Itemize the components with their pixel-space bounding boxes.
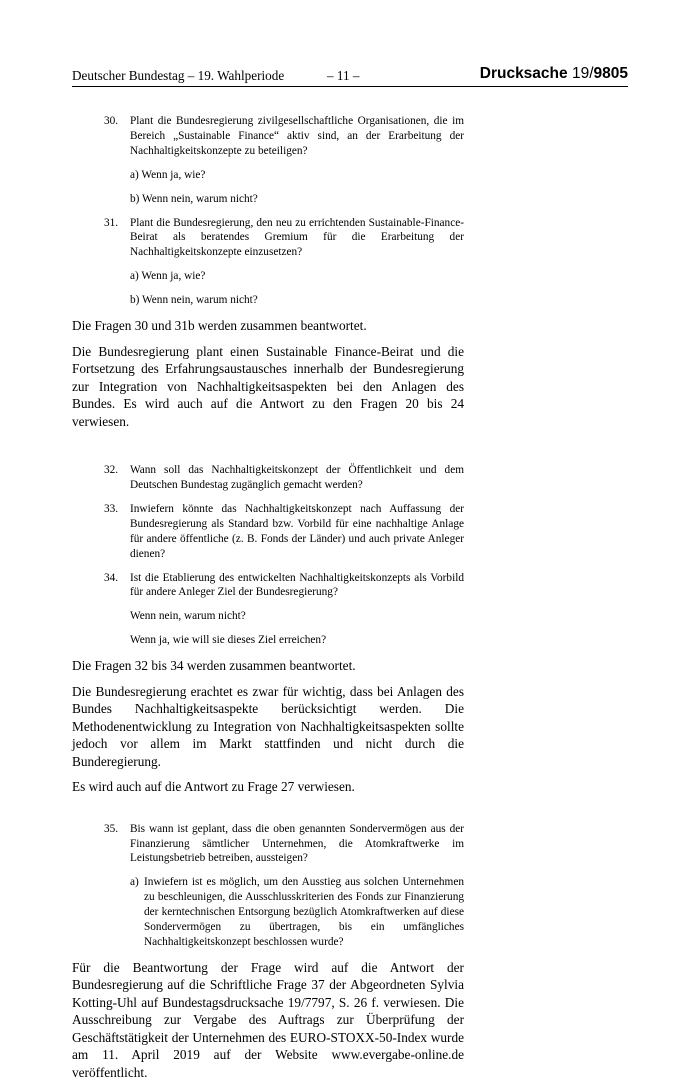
question-34-b: Wenn ja, wie will sie dieses Ziel erreichen? xyxy=(130,634,327,647)
page-header xyxy=(72,65,628,87)
question-number: 32. xyxy=(104,464,119,477)
question-35-a xyxy=(72,875,464,950)
header-page-number: – 11 – xyxy=(327,68,360,83)
header-doc-number: 9805 xyxy=(593,65,628,82)
question-number: 35. xyxy=(104,822,119,835)
question-30-a: a) Wenn ja, wie? xyxy=(130,168,206,181)
answer-paragraph: Die Fragen 32 bis 34 werden zusammen beantwortet. xyxy=(72,658,356,674)
question-text: Plant die Bundesregierung zivilgesellschaftliche Organisationen, die im Bereich „Sustainable Finance“ aktiv sind, an der Erarbeitung der Nachhaltigkeitskonzepte zu beteiligen? xyxy=(130,115,464,157)
question-text: Bis wann ist geplant, dass die oben genannten Sondervermögen aus der Finanzierung sämtlicher Unternehmen, die Atomkraftwerke im Leistungsbetrieb betreiben, aussteigen? xyxy=(130,822,464,865)
answer-paragraph: Es wird auch auf die Antwort zu Frage 27 verwiesen. xyxy=(72,779,355,795)
question-number: 33. xyxy=(104,502,119,515)
question-35 xyxy=(72,822,464,867)
question-31-a: a) Wenn ja, wie? xyxy=(130,270,206,283)
question-number: 34. xyxy=(104,571,119,584)
question-32 xyxy=(72,463,464,493)
question-30 xyxy=(72,114,464,159)
question-30-b: b) Wenn nein, warum nicht? xyxy=(130,192,258,205)
question-33 xyxy=(72,502,464,562)
header-doc-prefix: 19/ xyxy=(571,65,594,82)
sub-label: a) xyxy=(130,876,139,889)
header-doc-label: Drucksache xyxy=(479,65,568,82)
header-document-number xyxy=(480,65,628,83)
question-text: Wann soll das Nachhaltigkeitskonzept der Öffentlichkeit und dem Deutschen Bundestag zugänglich gemacht werden? xyxy=(130,464,464,491)
answer-paragraph: Für die Beantwortung der Frage wird auf die Antwort der Bundesregierung auf die Schriftliche Frage 37 der Abgeordneten Sylvia Kotting-Uhl auf Bundestagsdrucksache 19/7797, S. 26 f. verwiesen. Die Ausschreibung zur Vergabe des Auftrags zur Überprüfung der Geschäftstätigkeit der Unternehmen des EURO-STOXX-50-Index wurde am 11. April 2019 auf der Website www.evergabe-online.de veröffentlicht. xyxy=(72,959,464,1080)
answer-paragraph: Die Bundesregierung plant einen Sustainable Finance-Beirat und die Fortsetzung des Erfahrungsaustausches innerhalb der Bundesregierung zur Integration von Nachhaltigkeitsaspekten bei den Anlagen des Bundes. Es wird auch auf die Antwort zu den Fragen 20 bis 24 verwiesen. xyxy=(72,343,464,429)
question-31-b: b) Wenn nein, warum nicht? xyxy=(130,294,258,307)
answer-paragraph: Die Fragen 30 und 31b werden zusammen beantwortet. xyxy=(72,318,367,334)
spacer xyxy=(72,438,464,463)
question-31 xyxy=(72,216,464,261)
document-body xyxy=(72,114,464,1089)
question-number: 31. xyxy=(104,216,119,229)
question-text: Inwiefern könnte das Nachhaltigkeitskonzept nach Auffassung der Bundesregierung als Standard bzw. Vorbild für eine nachhaltige Anlage für andere öffentliche (z. B. Fonds der Länder) und auch private Anleger dienen? xyxy=(130,502,464,560)
question-number: 30. xyxy=(104,115,119,127)
sub-text: Inwiefern ist es möglich, um den Ausstieg aus solchen Unternehmen zu beschleunigen, die Ausschlusskriterien des Fonds zur Finanzierung der kerntechnischen Entsorgung bezüglich Atomkraftwerken auf diese Sondervermögen zu übertragen, bis ein umfängliches Nachhaltigkeitskonzept beschlossen wurde? xyxy=(144,876,464,948)
question-34 xyxy=(72,571,464,601)
question-text: Plant die Bundesregierung, den neu zu errichtenden Sustainable-Finance-Beirat als beratendes Gremium für die Erarbeitung der Nachhaltigkeitskonzepte einzusetzen? xyxy=(130,216,464,259)
question-text: Ist die Etablierung des entwickelten Nachhaltigkeitskonzepts als Vorbild für andere Anleger Ziel der Bundesregierung? xyxy=(130,571,464,599)
question-34-a: Wenn nein, warum nicht? xyxy=(130,610,246,623)
answer-paragraph: Die Bundesregierung erachtet es zwar für wichtig, dass bei Anlagen des Bundes Nachhaltigkeitsaspekte berücksichtigt werden. Die Methodenentwicklung zu Integration von Nachhaltigkeitsaspekten sollte jedoch vor allem im Markt stattfinden und nicht durch die Bunderegierung. xyxy=(72,683,464,769)
header-publisher: Deutscher Bundestag – 19. Wahlperiode xyxy=(72,68,285,83)
spacer xyxy=(72,804,464,822)
